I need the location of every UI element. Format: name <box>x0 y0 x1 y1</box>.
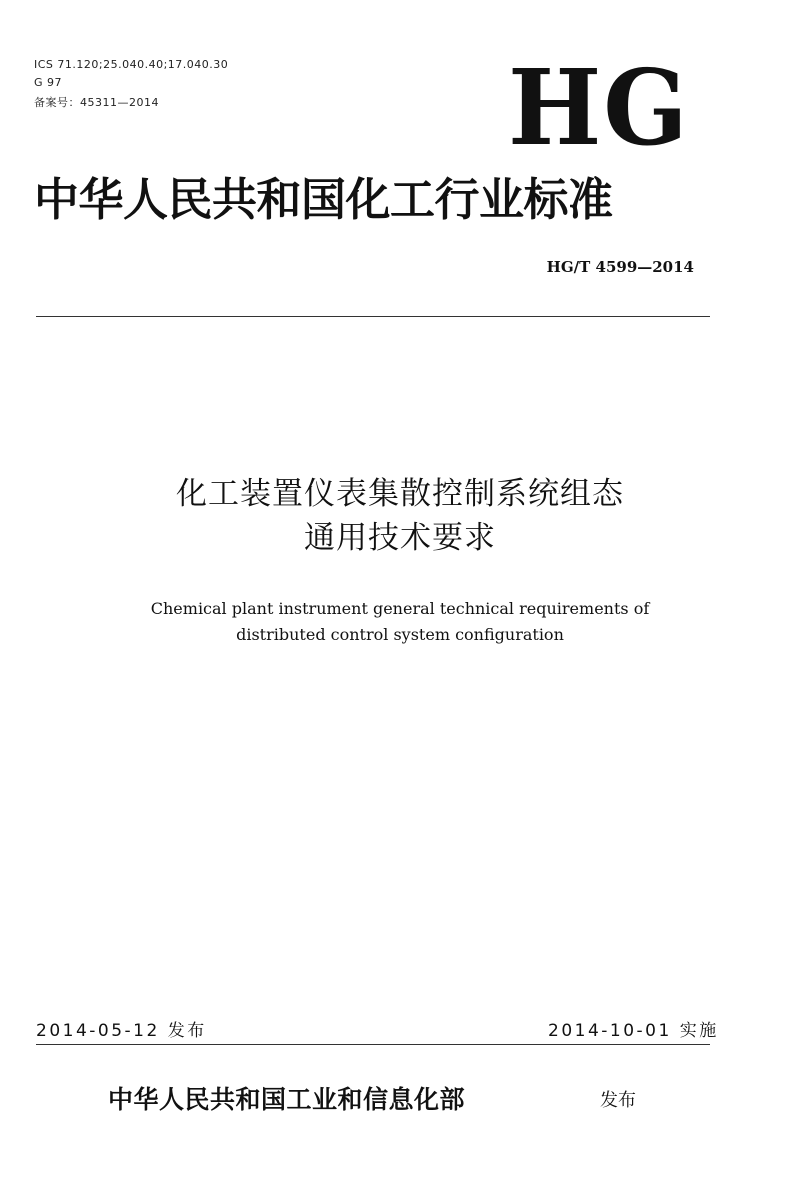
bottom-divider <box>36 1044 710 1045</box>
ccs-code: G 97 <box>34 76 63 89</box>
implementation-date: 2014-10-01 实施 <box>548 1021 719 1041</box>
standard-category-title: 中华人民共和国化工行业标准 <box>34 173 613 226</box>
standard-number: HG/T 4599—2014 <box>546 258 694 276</box>
publisher-name: 中华人民共和国工业和信息化部 <box>108 1085 466 1114</box>
top-divider <box>36 316 710 317</box>
record-number: 备案号：45311—2014 <box>34 96 159 109</box>
english-title-line-2: distributed control system configuration <box>236 625 564 644</box>
publish-label: 发布 <box>600 1090 636 1111</box>
hg-logo: HG <box>508 46 690 169</box>
issue-date: 2014-05-12 发布 <box>36 1021 207 1041</box>
chinese-title-line-1: 化工装置仪表集散控制系统组态 <box>176 476 624 512</box>
chinese-title-line-2: 通用技术要求 <box>304 520 496 556</box>
ics-code: ICS 71.120;25.040.40;17.040.30 <box>34 58 229 71</box>
english-title-line-1: Chemical plant instrument general technical requirements of <box>150 599 650 618</box>
